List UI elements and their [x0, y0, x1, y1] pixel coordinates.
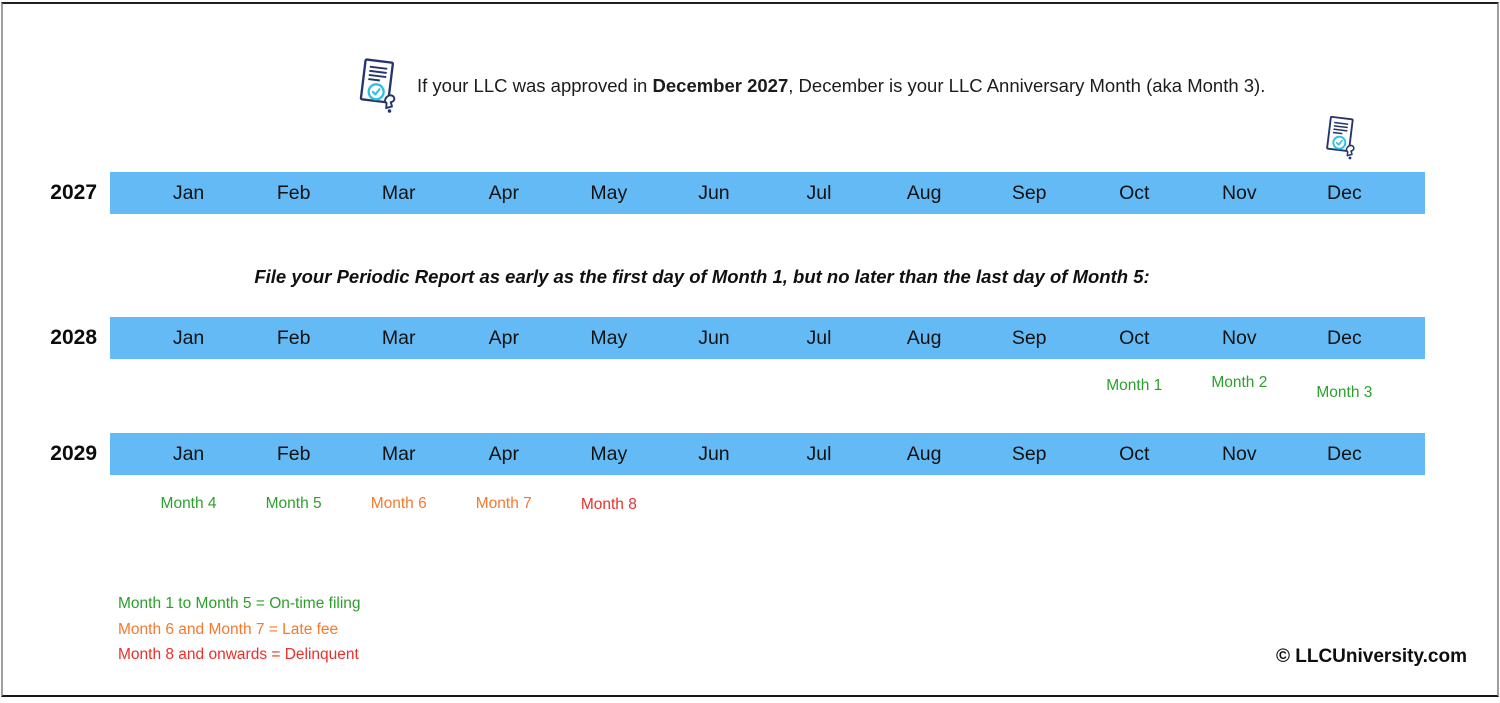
month-cell: Sep: [1011, 182, 1047, 204]
legend-line: Month 1 to Month 5 = On-time filing: [118, 595, 361, 612]
month-number-label: Month 4: [160, 495, 217, 512]
month-cell: May: [590, 443, 628, 465]
empty-label-cell: [1292, 495, 1397, 513]
month-cell: Apr: [488, 443, 519, 465]
month-cell: May: [590, 327, 628, 349]
month-number-label: Month 1: [1106, 377, 1163, 394]
year-row-2027: [0, 172, 1500, 214]
empty-label-cell: [346, 377, 451, 395]
month-cell: Mar: [381, 182, 416, 204]
empty-label-cell: [872, 377, 977, 395]
month-cell: Feb: [276, 182, 311, 204]
month-cell: Aug: [906, 327, 942, 349]
month-cell: Apr: [488, 182, 519, 204]
note-approval-date: December 2027: [652, 75, 789, 96]
month-number-label: Month 5: [265, 495, 322, 512]
month-cell: Nov: [1221, 327, 1257, 349]
empty-label-cell: [1082, 495, 1187, 513]
month-number-label: Month 7: [475, 495, 532, 512]
month-cell: Dec: [1327, 182, 1362, 204]
year-label: 2027: [50, 181, 97, 204]
month-number-label: Month 2: [1211, 374, 1268, 391]
month-cell: Jan: [172, 182, 205, 204]
month-cell: Jul: [806, 182, 832, 204]
approved-document-icon: [352, 54, 402, 118]
filing-instruction: File your Periodic Report as early as the first day of Month 1, but no later than the last day of Month 5:: [254, 266, 1150, 287]
year-row-2028: [0, 317, 1500, 359]
month-cell: Nov: [1221, 182, 1257, 204]
empty-label-cell: [766, 377, 871, 395]
month-cell: Aug: [906, 443, 942, 465]
month-number-label: Month 6: [370, 495, 427, 512]
top-note: [352, 54, 1265, 118]
year-row-2029: [0, 433, 1500, 475]
note-prefix: If your LLC was approved in: [417, 75, 653, 96]
months-strip: [110, 433, 1425, 475]
month-number-label: Month 3: [1316, 384, 1373, 401]
empty-label-cell: [872, 495, 977, 513]
copyright-text: © LLCUniversity.com: [1275, 646, 1467, 667]
legend-line: Month 6 and Month 7 = Late fee: [118, 620, 339, 638]
month-cell: Dec: [1327, 443, 1362, 465]
month-cell: Apr: [488, 327, 519, 349]
month-cell: Dec: [1327, 327, 1362, 349]
empty-label-cell: [1187, 495, 1292, 513]
approved-document-icon-small: [1320, 113, 1360, 163]
empty-label-cell: [556, 377, 661, 395]
month-cell: Oct: [1119, 443, 1150, 465]
month-cell: Nov: [1221, 443, 1257, 465]
month-number-label: Month 8: [580, 496, 637, 513]
month-cell: May: [590, 182, 628, 204]
month-cell: Feb: [276, 443, 311, 465]
months-strip: [110, 317, 1425, 359]
top-note-text: [417, 75, 1265, 97]
empty-label-cell: [766, 495, 871, 513]
month-cell: Sep: [1011, 327, 1047, 349]
empty-label-cell: [136, 377, 241, 395]
month-cell: Jun: [698, 443, 730, 465]
legend-line: Month 8 and onwards = Delinquent: [118, 646, 359, 663]
note-suffix: , December is your LLC Anniversary Month (aka Month 3).: [788, 75, 1266, 96]
month-cell: Aug: [906, 182, 942, 204]
year-label: 2029: [50, 442, 97, 465]
empty-label-cell: [977, 377, 1082, 395]
year-bar-2029: [110, 433, 1425, 475]
year-label: 2028: [50, 326, 97, 349]
year-bar-2028: [110, 317, 1425, 359]
filing-status-legend: [118, 591, 361, 668]
month-cell: Oct: [1119, 327, 1150, 349]
month-cell: Mar: [381, 443, 416, 465]
empty-label-cell: [661, 495, 766, 513]
empty-label-cell: [241, 377, 346, 395]
month-number-labels-2028: [110, 374, 1425, 401]
month-cell: Jan: [172, 443, 205, 465]
months-strip: [110, 172, 1425, 214]
empty-label-cell: [661, 377, 766, 395]
year-bar-2027: [110, 172, 1425, 214]
month-cell: Oct: [1119, 182, 1150, 204]
month-number-labels-2029: [110, 495, 1425, 513]
month-cell: Sep: [1011, 443, 1047, 465]
month-cell: Jun: [698, 182, 730, 204]
month-cell: Mar: [381, 327, 416, 349]
month-cell: Jul: [806, 327, 832, 349]
month-cell: Jan: [172, 327, 205, 349]
empty-label-cell: [977, 495, 1082, 513]
empty-label-cell: [451, 377, 556, 395]
month-cell: Jun: [698, 327, 730, 349]
month-cell: Jul: [806, 443, 832, 465]
month-cell: Feb: [276, 327, 311, 349]
